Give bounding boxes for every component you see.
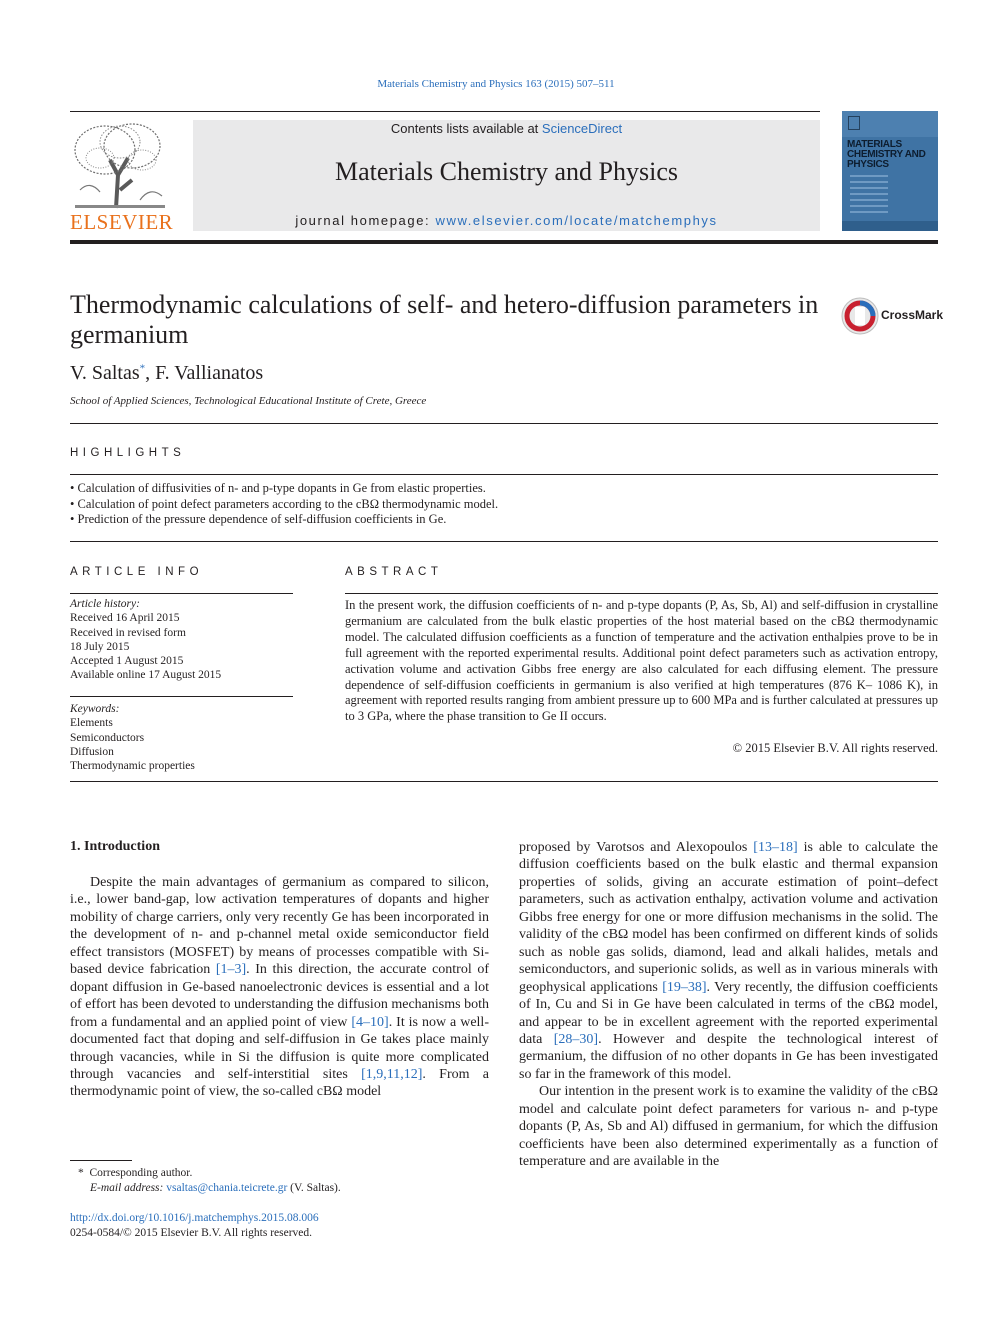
intro-paragraph: Our intention in the present work is to examine the validity of the cBΩ model and calculate point defect parameters for various n- and p-type dopants (P, As, Sb and Al) diffused in germanium, for which the diffusion coefficients have been also determined experimentally as a function of temperature and are available in the — [519, 1084, 938, 1170]
top-rule — [70, 111, 820, 112]
email-link[interactable]: vsaltas@chania.teicrete.gr — [166, 1182, 288, 1194]
journal-title: Materials Chemistry and Physics — [334, 157, 678, 186]
intro-paragraph: Despite the main advantages of germanium as compared to silicon, i.e., lower band-gap, low activation temperatures of dopants and higher mobility of charge carriers, only very recently Ge has been incorporated in the development of n- and p-channel metal oxide semiconductor field effect transistors (MOSFET) by means of processes compatible with Si-based device fabrication [1–3]. In this direction, the accurate control of dopant diffusion in Ge-based nanoelectronic devices is essential and a lot of effort has been devoted to understanding the diffusion mechanisms both from a fundamental and an applied point of view [4–10]. It is now a well-documented fact that doping and self-diffusion in Ge takes place mainly through vacancies, while in Si the diffusion is quite more complicated through vacancies and self-interstitial sites [1,9,11,12]. From a thermodynamic point of view, the so-called cBΩ model — [70, 875, 489, 1100]
corresponding-author-mark[interactable]: * — [139, 362, 146, 375]
abstract-bottom-rule — [70, 781, 938, 782]
keywords — [70, 702, 293, 773]
abstract-text: In the present work, the diffusion coefficients of n- and p-type dopants (P, As, Sb, Al) and self-diffusion in crystalline germanium are calculated from the bulk elastic properties of the host material based on the cBΩ thermodynamic model. The calculated diffusion coefficients as a function of temperature and the activation enthalpies prove to be in full agreement with the reported experimental results. Additional point defect parameters such as activation entropy, activation volume and activation Gibbs free energy are also calculated for each diffusing element. The pressure dependence of self-diffusion coefficients in germanium is also verified at high temperatures (876 K– 1086 K), in agreement with reported results ranging from ambient pressure up to 600 MPa and is further calculated at pressures up to 3 GPa, where the phase transition to Ge II occurs. — [345, 598, 938, 724]
contents-prefix: Contents lists available at — [390, 121, 542, 136]
footnote-rule — [70, 1160, 132, 1161]
cover-bottom-band — [842, 221, 938, 231]
header-thick-rule — [70, 240, 938, 244]
abstract-heading: ABSTRACT — [345, 566, 443, 578]
history-item: Available online 17 August 2015 — [70, 669, 222, 682]
journal-homepage — [193, 213, 820, 228]
keyword-item: Diffusion — [70, 745, 114, 758]
email-line: E-mail address: vsaltas@chania.teicrete.gr (V. Saltas). — [90, 1182, 341, 1194]
elsevier-wordmark: ELSEVIER — [70, 210, 174, 234]
elsevier-tree-logo — [70, 120, 171, 210]
keywords-label: Keywords: — [70, 703, 120, 715]
corresponding-author-line: * Corresponding author. — [78, 1167, 193, 1179]
reference-link[interactable]: [4–10] — [351, 1014, 389, 1030]
highlight-item: • Calculation of point defect parameters according to the cBΩ thermodynamic model. — [70, 496, 499, 511]
article-history-label: Article history: — [70, 598, 140, 610]
highlight-item: • Prediction of the pressure dependence of self-diffusion coefficients in Ge. — [70, 512, 447, 526]
article-history — [70, 597, 293, 683]
cover-lines — [850, 175, 888, 215]
issn-line: 0254-0584/© 2015 Elsevier B.V. All rights reserved. — [70, 1227, 313, 1239]
author-separator: , — [145, 362, 156, 384]
contents-line — [193, 121, 820, 136]
reference-link[interactable]: [13–18] — [753, 840, 798, 855]
reference-link[interactable]: [1,9,11,12] — [361, 1066, 423, 1082]
keyword-item: Semiconductors — [70, 731, 145, 744]
keywords-rule — [70, 696, 293, 697]
reference-link[interactable]: [19–38] — [662, 979, 707, 995]
corresponding-footnote — [78, 1166, 478, 1196]
homepage-prefix: journal homepage: — [295, 213, 436, 228]
highlights-heading: HIGHLIGHTS — [70, 447, 186, 459]
highlight-item: • Calculation of diffusivities of n- and p-type dopants in Ge from elastic properties. — [70, 481, 486, 495]
journal-citation[interactable]: Materials Chemistry and Physics 163 (2015) 507–511 — [377, 78, 615, 90]
affiliation: School of Applied Sciences, Technological Educational Institute of Crete, Greece — [70, 395, 427, 407]
abstract-rule — [345, 593, 938, 594]
cover-title: MATERIALS CHEMISTRY AND PHYSICS — [847, 139, 926, 170]
doi-link[interactable]: http://dx.doi.org/10.1016/j.matchemphys.2015.08.006 — [70, 1212, 319, 1224]
intro-paragraph: proposed by Varotsos and Alexopoulos [13–18] is able to calculate the diffusion coefficients based on the bulk elastic and thermal expansion properties of solids, giving an accurate estimation of point–defect parameters, such as activation enthalpy, activation volume and activation Gibbs free energy for one or more diffusion mechanisms in the solid. The validity of the cBΩ model has been confirmed on different kinds of solids such as noble gas solids, diamond, lead and alkali halides, metals and semiconductors, and superionic solids, as well as in various minerals with geophysical applications [19–38]. Very recently, the diffusion coefficients of In, Cu and Si in Ge have been calculated in terms of the cBΩ model, and appear to be in excellent agreement with the reported experimental data [28–30]. However and despite the technological interest of germanium, the diffusion of no other dopants in Ge has been investigated so far in the framework of this model. — [519, 840, 938, 1082]
keyword-item: Thermodynamic properties — [70, 760, 195, 773]
sciencedirect-link[interactable]: ScienceDirect — [541, 121, 623, 136]
doi-block — [70, 1211, 319, 1241]
keyword-item: Elements — [70, 717, 113, 730]
article-info-heading: ARTICLE INFO — [70, 566, 204, 578]
history-item: Accepted 1 August 2015 — [70, 655, 184, 668]
journal-cover-image — [842, 111, 938, 231]
author-saltas[interactable]: V. Saltas — [70, 362, 140, 384]
highlights-rule — [70, 474, 938, 475]
reference-link[interactable]: [28–30] — [553, 1031, 599, 1047]
crossmark-label[interactable]: CrossMark — [881, 308, 944, 322]
history-item: Received 16 April 2015 — [70, 612, 180, 625]
affiliation-rule — [70, 423, 938, 424]
highlights-bottom-rule — [70, 541, 938, 542]
history-item: Received in revised form — [70, 626, 186, 639]
cover-logo-mark — [848, 116, 860, 130]
intro-left-column — [70, 874, 489, 1101]
reference-link[interactable]: [1–3] — [215, 962, 247, 978]
abstract-copyright: © 2015 Elsevier B.V. All rights reserved. — [732, 741, 938, 755]
intro-right-column — [519, 839, 938, 1171]
article-title: Thermodynamic calculations of self- and hetero-diffusion parameters in germanium — [70, 290, 819, 349]
highlights-list — [70, 481, 938, 528]
homepage-link[interactable]: www.elsevier.com/locate/matchemphys — [435, 213, 718, 228]
history-item: 18 July 2015 — [70, 640, 130, 653]
crossmark-icon[interactable] — [841, 297, 879, 335]
article-info-rule — [70, 593, 293, 594]
introduction-heading: 1. Introduction — [70, 839, 160, 854]
author-vallianatos[interactable]: F. Vallianatos — [155, 362, 264, 384]
author-list — [70, 362, 263, 385]
